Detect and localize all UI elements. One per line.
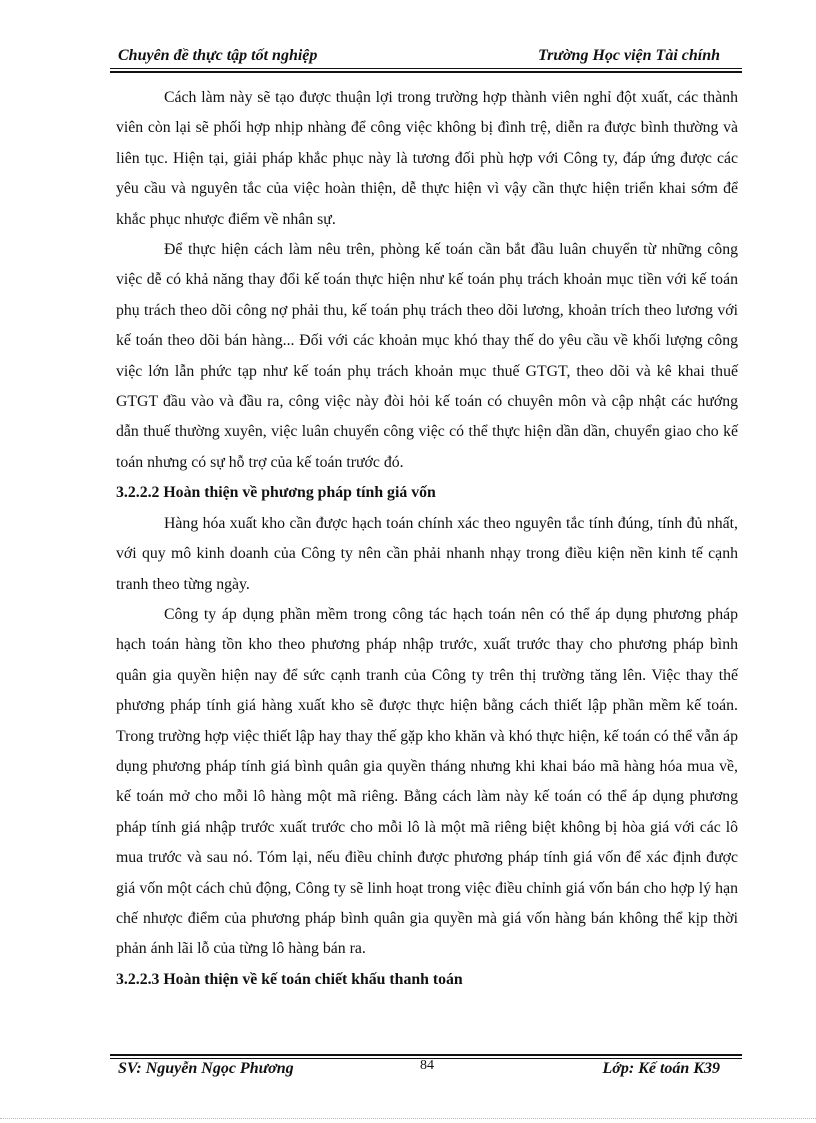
paragraph-rotation-implementation: Để thực hiện cách làm nêu trên, phòng kế toán cần bắt đầu luân chuyển từ những công việc dễ có khả năng thay đổi kế toán thực hiện như kế toán phụ trách khoản mục tiền với kế toán phụ trách theo dõi công nợ phải thu, kế toán phụ trách theo dõi lương, khoản trích theo lương với kế toán theo dõi bán hàng... Đối với các khoản mục khó thay thế do yêu cầu về khối lượng công việc lớn lẫn phức tạp như kế toán phụ trách khoản mục thuế GTGT, theo dõi và kê khai thuế GTGT đầu vào và đầu ra, công việc này đòi hỏi kế toán có chuyên môn và cập nhật các hướng dẫn thuế thường xuyên, việc luân chuyển công việc có thể thực hiện dần dần, chuyển giao cho kế toán nhưng có sự hỗ trợ của kế toán trước đó. xyxy=(116,241,738,471)
header-rule-thick xyxy=(110,71,742,73)
footer-student-name: SV: Nguyễn Ngọc Phương xyxy=(118,1060,294,1077)
paragraph-staff-rotation-benefit: Cách làm này sẽ tạo được thuận lợi trong trường hợp thành viên nghỉ đột xuất, các thành viên còn lại sẽ phối hợp nhịp nhàng để công việc không bị đình trệ, diễn ra được bình thường và liên tục. Hiện tại, giải pháp khắc phục này là tương đối phù hợp với Công ty, đáp ứng được các yêu cầu và nguyên tắc của việc hoàn thiện, dễ thực hiện vì vậy cần thực hiện triển khai sớm để khắc phục nhược điểm về nhân sự. xyxy=(116,89,738,228)
footer-class: Lớp: Kế toán K39 xyxy=(602,1060,720,1077)
paragraph-fifo-proposal: Công ty áp dụng phần mềm trong công tác hạch toán nên có thể áp dụng phương pháp hạch toán hàng tồn kho theo phương pháp nhập trước, xuất trước thay cho phương pháp bình quân gia quyền hiện nay để sức cạnh tranh của Công ty trên thị trường tăng lên. Việc thay thế phương pháp tính giá hàng xuất kho sẽ được thực hiện bằng cách thiết lập phần mềm kế toán. Trong trường hợp việc thiết lập hay thay thế gặp kho khăn và khó thực hiện, kế toán có thể vẫn áp dụng phương pháp tính giá bình quân gia quyền tháng nhưng khi khai báo mã hàng hóa mua về, kế toán mở cho mỗi lô hàng một mã riêng. Bằng cách làm này kế toán có thể áp dụng phương pháp tính giá nhập trước xuất trước cho mỗi lô là một mã riêng biệt không bị hòa giá với các lô mua trước và sau nó. Tóm lại, nếu điều chỉnh được phương pháp tính giá vốn để xác định được giá vốn một cách chủ động, Công ty sẽ linh hoạt trong việc điều chỉnh giá vốn bán cho hợp lý hạn chế nhược điểm của phương pháp bình quân gia quyền mà giá vốn hàng bán không thể kịp thời phản ánh lãi lỗ của từng lô hàng bán ra. xyxy=(116,605,738,958)
header-thesis-title: Chuyên đề thực tập tốt nghiệp xyxy=(118,47,318,64)
page-content xyxy=(116,83,738,995)
page-bottom-dotted-line xyxy=(0,1118,816,1119)
header-rule-thin xyxy=(110,68,742,69)
page-footer xyxy=(110,1058,742,1082)
section-heading-payment-discount: 3.2.2.3 Hoàn thiện về kế toán chiết khấu thanh toán xyxy=(116,970,463,988)
footer-rule-thick xyxy=(110,1054,742,1056)
page-header xyxy=(110,44,742,70)
section-heading-cost-method: 3.2.2.2 Hoàn thiện về phương pháp tính giá vốn xyxy=(116,484,436,502)
header-institution: Trường Học viện Tài chính xyxy=(537,47,720,64)
page-number: 84 xyxy=(420,1058,434,1073)
paragraph-inventory-accuracy: Hàng hóa xuất kho cần được hạch toán chính xác theo nguyên tắc tính đúng, tính đủ nhất, với quy mô kinh doanh của Công ty nên cần phải nhanh nhạy trong điều kiện nền kinh tế cạnh tranh theo từng ngày. xyxy=(116,514,738,593)
